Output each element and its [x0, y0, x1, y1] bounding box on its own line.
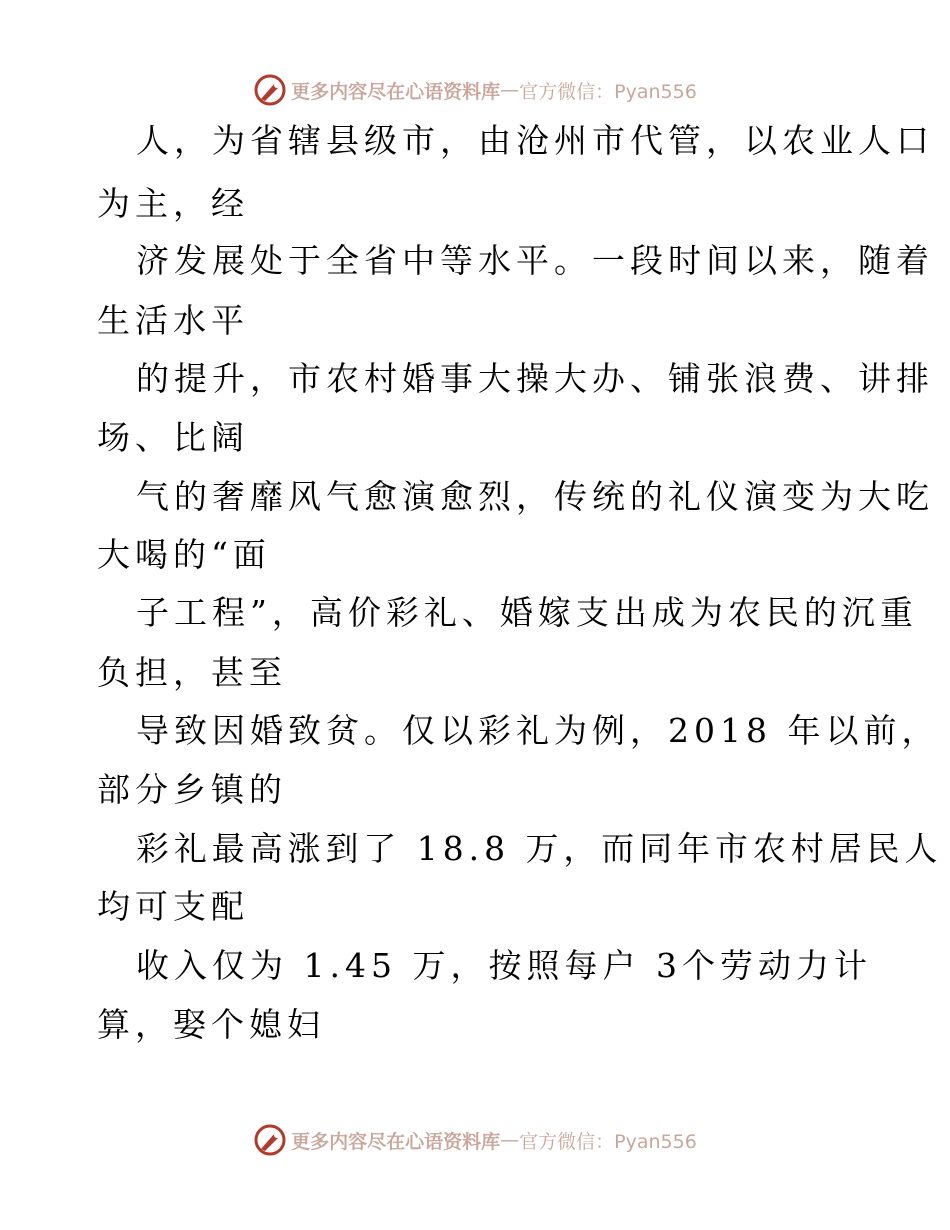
text-line: 彩礼最高涨到了 18.8 万，而同年市农村居民人 [136, 829, 943, 868]
footer-watermark [0, 1120, 950, 1160]
text-line: 负担，甚至 [97, 653, 287, 692]
text-line: 济发展处于全省中等水平。一段时间以来，随着 [136, 241, 934, 280]
watermark-dash: — [500, 79, 520, 101]
text-line: 人，为省辖县级市，由沧州市代管，以农业人口 [136, 121, 934, 160]
header-watermark [0, 70, 950, 110]
text-line: 收入仅为 1.45 万，按照每户 3个劳动力计 [136, 946, 872, 985]
pen-logo-icon [253, 1123, 287, 1157]
watermark-main-text: 更多内容尽在心语资料库 [291, 1130, 501, 1153]
text-line: 气的奢靡风气愈演愈烈，传统的礼仪演变为大吃 [136, 477, 934, 516]
text-line: 算，娶个媳妇 [97, 1005, 325, 1044]
watermark-wechat-text: 官方微信：Pyan556 [519, 1130, 697, 1153]
text-line: 部分乡镇的 [97, 770, 287, 809]
text-line: 子工程”，高价彩礼、婚嫁支出成为农民的沉重 [136, 593, 918, 632]
text-line: 均可支配 [97, 887, 249, 926]
text-line: 的提升，市农村婚事大操大办、铺张浪费、讲排 [136, 359, 934, 398]
text-line: 场、比阔 [97, 418, 249, 457]
watermark-dash: — [500, 1129, 520, 1151]
watermark-wechat-text: 官方微信：Pyan556 [519, 80, 697, 103]
pen-logo-icon [253, 73, 287, 107]
text-line: 为主，经 [97, 184, 249, 223]
watermark-main-text: 更多内容尽在心语资料库 [291, 80, 501, 103]
text-line: 生活水平 [97, 301, 249, 340]
text-line: 导致因婚致贫。仅以彩礼为例，2018 年以前， [136, 711, 940, 750]
text-line: 大喝的“面 [97, 535, 271, 574]
